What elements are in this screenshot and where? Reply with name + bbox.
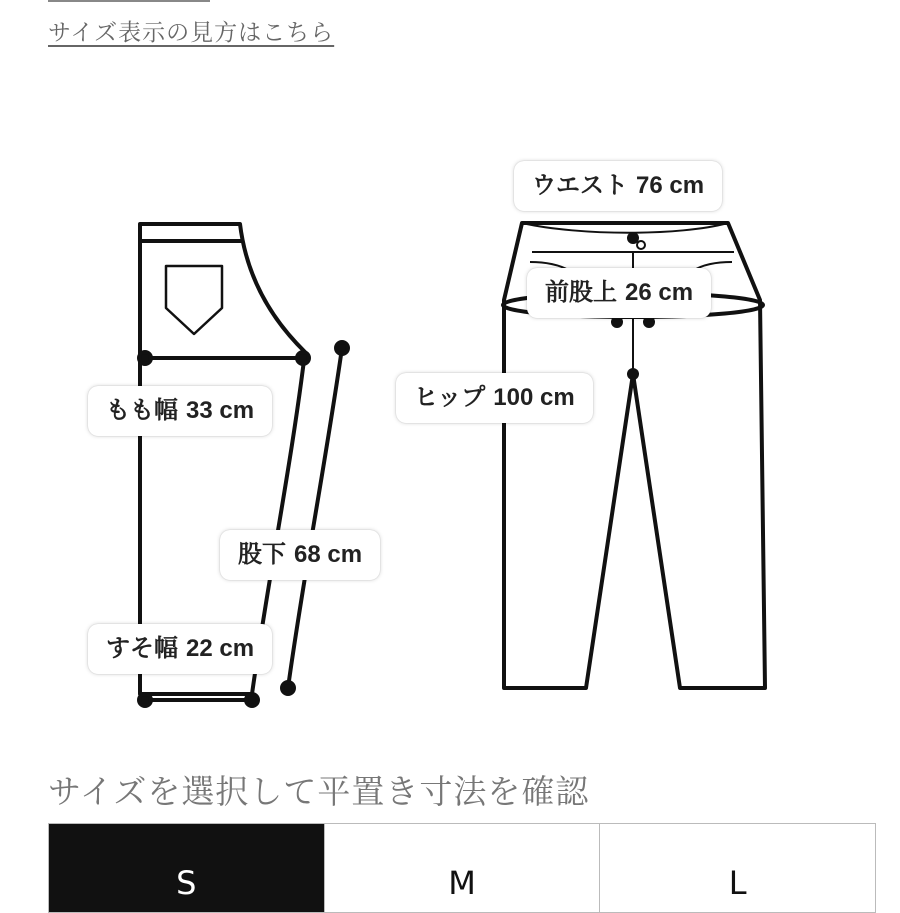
thigh-label-value: 33 cm xyxy=(186,397,255,424)
hem-label-name: すそ幅 xyxy=(106,635,178,662)
hem-label xyxy=(88,624,272,674)
rise-label xyxy=(527,268,711,318)
thigh-label-name: もも幅 xyxy=(106,397,178,424)
size-tab-s[interactable]: S xyxy=(49,824,324,912)
inseam-label-value: 68 cm xyxy=(294,541,363,568)
inseam-label-name: 股下 xyxy=(238,541,286,568)
waist-label-value: 76 cm xyxy=(636,172,705,199)
waist-label xyxy=(514,161,722,211)
inseam-label xyxy=(220,530,380,580)
hip-label-value: 100 cm xyxy=(493,384,575,411)
size-tab-l[interactable]: L xyxy=(599,824,875,912)
waist-label-name: ウエスト xyxy=(532,172,628,199)
size-guide-link[interactable]: サイズ表示の見方はこちら xyxy=(48,20,335,46)
size-tab-m[interactable]: M xyxy=(324,824,600,912)
hip-label-name: ヒップ xyxy=(414,384,486,411)
rise-label-value: 26 cm xyxy=(625,279,694,306)
hip-label xyxy=(396,373,593,423)
thigh-label xyxy=(88,386,272,436)
size-select-prompt: サイズを選択して平置き寸法を確認 xyxy=(48,772,590,811)
rise-label-name: 前股上 xyxy=(545,279,617,306)
hem-label-value: 22 cm xyxy=(186,635,255,662)
